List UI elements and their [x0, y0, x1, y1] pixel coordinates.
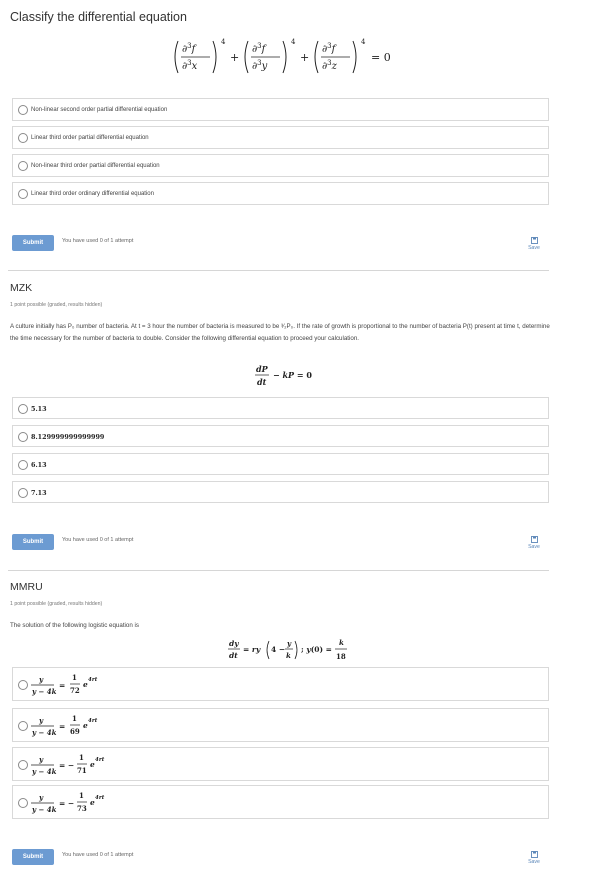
- svg-text:∂3y: ∂$^3$y: [252, 59, 268, 72]
- section-divider: [8, 570, 549, 571]
- option-row[interactable]: [12, 182, 549, 205]
- option-label: Non-linear third order partial differential equation: [31, 163, 160, 169]
- equation-q1: [170, 34, 410, 80]
- option-row[interactable]: [12, 708, 549, 742]
- save-button[interactable]: [522, 237, 546, 251]
- option-row[interactable]: [12, 154, 549, 177]
- exp-power: 4rt: [88, 718, 98, 724]
- svg-text:∂3z: ∂$^3$z: [322, 59, 337, 72]
- option-math: [30, 710, 130, 742]
- svg-text:= ry: = ry: [243, 645, 261, 654]
- floppy-disk-icon: [531, 851, 538, 858]
- option-row[interactable]: [12, 126, 549, 149]
- lhs-denominator: y − 4k: [32, 805, 57, 814]
- fraction-numerator: 1: [79, 753, 84, 762]
- lhs-denominator: y − 4k: [32, 728, 57, 737]
- option-math: [30, 787, 130, 819]
- section-divider: [8, 270, 549, 271]
- option-row[interactable]: [12, 453, 549, 475]
- radio-button[interactable]: [18, 798, 28, 808]
- save-label: Save: [528, 859, 540, 865]
- problem-prompt: A culture initially has P₀ number of bacteria. At t = 3 hour the number of bacteria is measured to be ³⁄₂P₀. If the rate of growth is proportional to the number of bacteria P(t) present at time t, determine the time necessary for the number of bacteria to double. Consider the following differential equation to proceed your calculation.: [10, 323, 550, 342]
- option-row[interactable]: [12, 98, 549, 121]
- option-math: [30, 749, 130, 781]
- radio-button[interactable]: [18, 189, 28, 199]
- lhs-numerator: y: [39, 675, 44, 684]
- exp-base: e: [90, 760, 95, 769]
- problem-title: MZK: [10, 282, 33, 294]
- svg-text:k: k: [339, 638, 344, 647]
- exp-base: e: [90, 798, 95, 807]
- svg-text:+: +: [300, 51, 310, 64]
- option-row[interactable]: [12, 397, 549, 419]
- fraction-numerator: 1: [72, 673, 77, 682]
- equation-q2: [252, 362, 322, 390]
- attempts-text: You have used 0 of 1 attempt: [62, 537, 134, 543]
- lhs-denominator: y − 4k: [32, 767, 57, 776]
- radio-button[interactable]: [18, 133, 28, 143]
- exp-power: 4rt: [95, 757, 105, 763]
- floppy-disk-icon: [531, 536, 538, 543]
- attempts-text: You have used 0 of 1 attempt: [62, 238, 134, 244]
- equals-sign: = −: [59, 761, 75, 770]
- equals-sign: =: [59, 722, 66, 731]
- exp-base: e: [83, 680, 88, 689]
- fraction-denominator: 72: [70, 686, 80, 695]
- svg-text:dt: dt: [229, 651, 238, 660]
- submit-button[interactable]: Submit: [12, 849, 54, 865]
- save-label: Save: [528, 544, 540, 550]
- svg-text:; y(0) =: ; y(0) =: [301, 645, 332, 654]
- option-label: 8.129999999999999: [31, 433, 105, 441]
- problem-points: 1 point possible (graded, results hidden): [10, 601, 103, 607]
- equation-q3: [226, 636, 356, 664]
- save-label: Save: [528, 245, 540, 251]
- svg-text:k: k: [286, 651, 291, 660]
- option-row[interactable]: [12, 425, 549, 447]
- question-title: Classify the differential equation: [10, 10, 187, 24]
- option-label: Non-linear second order partial differential equation: [31, 107, 168, 113]
- svg-text:dt: dt: [257, 377, 267, 387]
- option-label: Linear third order ordinary differential equation: [31, 191, 154, 197]
- option-math: [30, 669, 130, 701]
- svg-text:∂3f: ∂$^3$f: [322, 42, 336, 55]
- option-row[interactable]: [12, 481, 549, 503]
- option-row[interactable]: [12, 667, 549, 701]
- submit-button[interactable]: Submit: [12, 235, 54, 251]
- svg-text:y: y: [287, 639, 292, 648]
- problem-prompt: The solution of the following logistic equation is: [10, 622, 139, 629]
- exp-power: 4rt: [95, 795, 105, 801]
- svg-text:4: 4: [221, 38, 226, 46]
- svg-text:= 0: = 0: [371, 51, 391, 64]
- svg-text:dy: dy: [229, 639, 239, 648]
- radio-button[interactable]: [18, 721, 28, 731]
- attempts-text: You have used 0 of 1 attempt: [62, 852, 134, 858]
- option-label: 6.13: [31, 461, 47, 469]
- svg-text:18: 18: [336, 652, 346, 661]
- submit-button[interactable]: Submit: [12, 534, 54, 550]
- fraction-denominator: 71: [77, 766, 87, 775]
- option-row[interactable]: [12, 747, 549, 781]
- save-button[interactable]: [522, 536, 546, 550]
- radio-button[interactable]: [18, 760, 28, 770]
- radio-button[interactable]: [18, 161, 28, 171]
- radio-button[interactable]: [18, 460, 28, 470]
- save-button[interactable]: [522, 851, 546, 865]
- svg-text:+: +: [230, 51, 240, 64]
- exp-power: 4rt: [88, 677, 98, 683]
- equals-sign: =: [59, 681, 66, 690]
- fraction-numerator: 1: [72, 714, 77, 723]
- radio-button[interactable]: [18, 488, 28, 498]
- svg-text:∂3x: ∂$^3$x: [182, 59, 198, 72]
- equals-sign: = −: [59, 799, 75, 808]
- svg-text:4 −: 4 −: [271, 645, 286, 654]
- radio-button[interactable]: [18, 432, 28, 442]
- radio-button[interactable]: [18, 105, 28, 115]
- lhs-denominator: y − 4k: [32, 687, 57, 696]
- option-row[interactable]: [12, 785, 549, 819]
- exp-base: e: [83, 721, 88, 730]
- radio-button[interactable]: [18, 680, 28, 690]
- floppy-disk-icon: [531, 237, 538, 244]
- lhs-numerator: y: [39, 716, 44, 725]
- problem-title: MMRU: [10, 581, 43, 593]
- option-label: 7.13: [31, 489, 47, 497]
- svg-text:dP: dP: [256, 364, 268, 374]
- svg-text:∂3f: ∂$^3$f: [182, 42, 196, 55]
- fraction-denominator: 69: [70, 727, 80, 736]
- svg-text:4: 4: [361, 38, 366, 46]
- svg-text:4: 4: [291, 38, 296, 46]
- radio-button[interactable]: [18, 404, 28, 414]
- svg-text:∂3f: ∂$^3$f: [252, 42, 266, 55]
- lhs-numerator: y: [39, 755, 44, 764]
- fraction-numerator: 1: [79, 791, 84, 800]
- option-label: 5.13: [31, 405, 47, 413]
- svg-text:− kP = 0: − kP = 0: [273, 370, 312, 380]
- lhs-numerator: y: [39, 793, 44, 802]
- problem-points: 1 point possible (graded, results hidden): [10, 302, 103, 308]
- option-label: Linear third order partial differential equation: [31, 135, 149, 141]
- fraction-denominator: 73: [77, 804, 87, 813]
